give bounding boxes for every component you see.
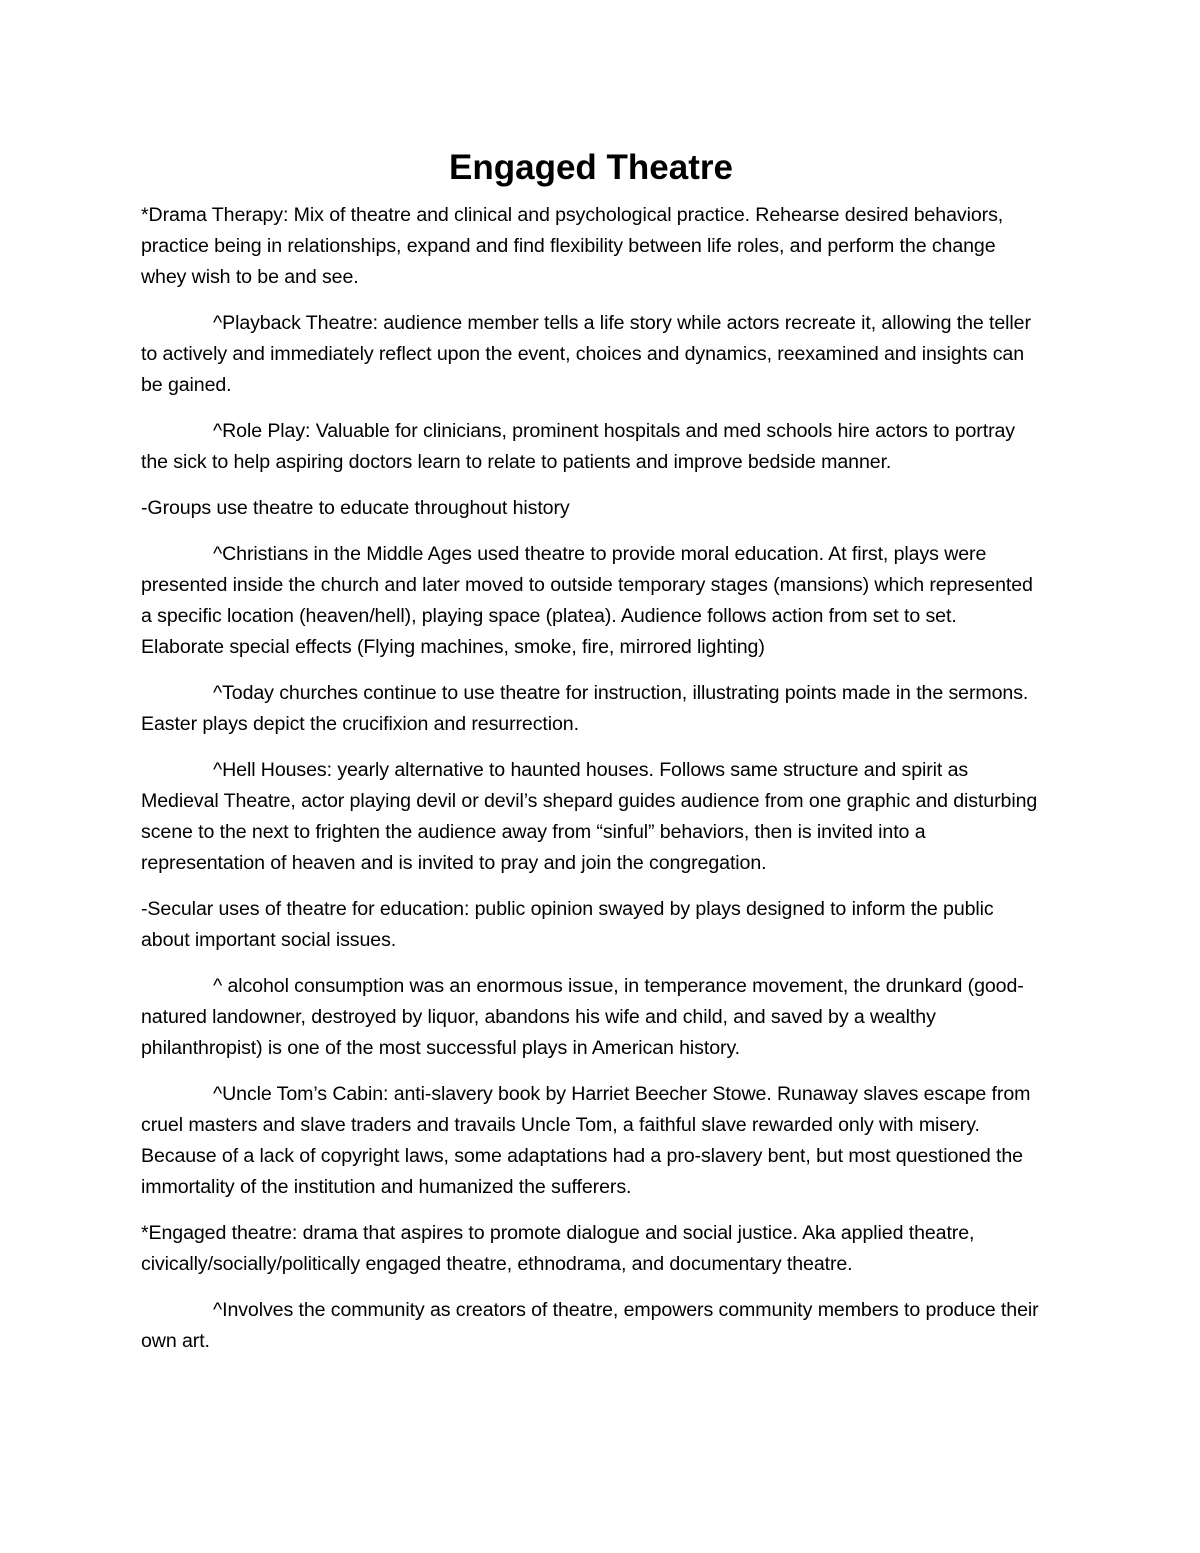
paragraph-today-churches: ^Today churches continue to use theatre for instruction, illustrating points made in the sermons. Easter plays depict the crucifixion and resurrection.	[141, 682, 1029, 735]
paragraph-temperance: ^ alcohol consumption was an enormous issue, in temperance movement, the drunkard (good-natured landowner, destroyed by liquor, abandons his wife and child, and saved by a wealthy philanthropist) is one of the most successful plays in American history.	[141, 975, 1024, 1059]
paragraph-engaged-theatre: *Engaged theatre: drama that aspires to promote dialogue and social justice. Aka applied theatre, civically/socially/politically engaged theatre, ethnodrama, and documentary theatre.	[141, 1222, 975, 1275]
paragraph-uncle-toms-cabin: ^Uncle Tom’s Cabin: anti-slavery book by Harriet Beecher Stowe. Runaway slaves escape from cruel masters and slave traders and travails Uncle Tom, a faithful slave rewarded only with misery. Because of a lack of copyright laws, some adaptations had a pro-slavery bent, but most questioned the immortality of the institution and humanized the sufferers.	[141, 1083, 1031, 1198]
paragraph-hell-houses: ^Hell Houses: yearly alternative to haunted houses. Follows same structure and spirit as Medieval Theatre, actor playing devil or devil’s shepard guides audience from one graphic and disturbing scene to the next to frighten the audience away from “sinful” behaviors, then is invited into a representation of heaven and is invited to pray and join the congregation.	[141, 759, 1038, 874]
paragraph-secular-uses: -Secular uses of theatre for education: public opinion swayed by plays designed to inform the public about important social issues.	[141, 898, 994, 951]
document-title: Engaged Theatre	[449, 148, 733, 187]
paragraph-role-play: ^Role Play: Valuable for clinicians, prominent hospitals and med schools hire actors to portray the sick to help aspiring doctors learn to relate to patients and improve bedside manner.	[141, 420, 1015, 473]
document-page	[141, 146, 1041, 1372]
paragraph-drama-therapy: *Drama Therapy: Mix of theatre and clinical and psychological practice. Rehearse desired behaviors, practice being in relationships, expand and find flexibility between life roles, and perform the change whey wish to be and see.	[141, 204, 1004, 288]
paragraph-middle-ages: ^Christians in the Middle Ages used theatre to provide moral education. At first, plays were presented inside the church and later moved to outside temporary stages (mansions) which represented a specific location (heaven/hell), playing space (platea). Audience follows action from set to set. Elaborate special effects (Flying machines, smoke, fire, mirrored lighting)	[141, 543, 1033, 658]
paragraph-groups-educate: -Groups use theatre to educate throughout history	[141, 497, 570, 519]
paragraph-involves-community: ^Involves the community as creators of theatre, empowers community members to produce their own art.	[141, 1299, 1039, 1352]
paragraph-playback-theatre: ^Playback Theatre: audience member tells a life story while actors recreate it, allowing the teller to actively and immediately reflect upon the event, choices and dynamics, reexamined and insights can be gained.	[141, 312, 1031, 396]
